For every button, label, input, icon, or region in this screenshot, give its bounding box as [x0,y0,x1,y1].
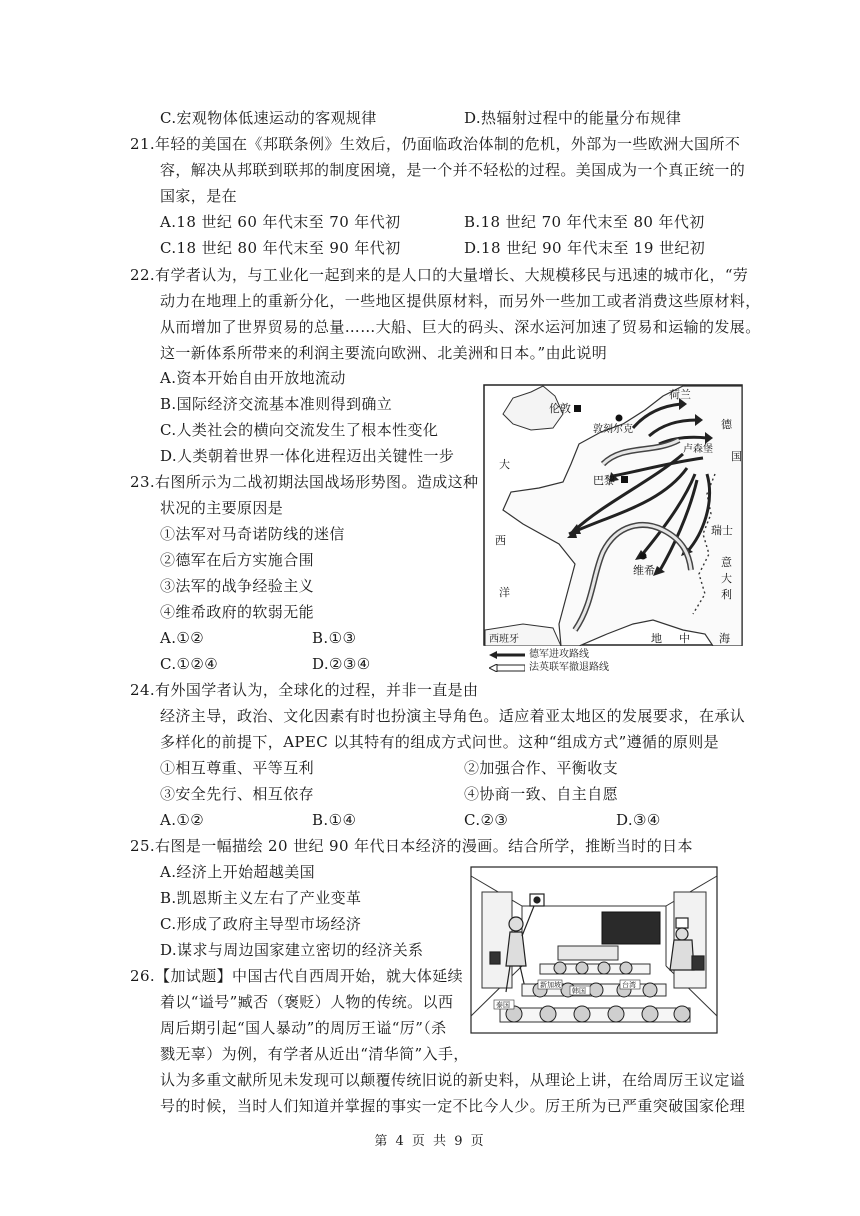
paris-marker [621,476,628,483]
map-label-paris: 巴黎 [593,474,615,487]
cartoon-figure [470,866,718,1034]
map-label-italy-1: 意 [721,556,732,569]
q23-option-a: A.①② [160,629,205,647]
q25-option-d: D.谋求与周边国家建立密切的经济关系 [160,941,424,959]
q24-stem-line2: 经济主导，政治、文化因素有时也扮演主导角色。适应着亚太地区的发展要求，在承认 [160,707,746,725]
q22-stem-line3: 从而增加了世界贸易的总量……大船、巨大的码头、深水运河加速了贸易和运输的发展。 [160,318,761,336]
map-label-vichy: 维希 [633,564,655,577]
q26-stem-line3: 周后期引起“国人暴动”的周厉王谥“厉”（杀 [160,1019,447,1037]
map-label-holland: 荷兰 [669,388,691,401]
q24-item-4: ④协商一致、自主自愿 [464,785,619,803]
legend-german-label: 德军进攻路线 [529,649,589,660]
q23-item-4: ④维希政府的软弱无能 [160,603,315,621]
cartoon-label-thailand: 泰国 [496,1001,510,1009]
cartoon-label-taiwan: 台湾 [622,981,636,989]
q23-item-1: ①法军对马奇诺防线的迷信 [160,525,345,543]
map-label-london: 伦敦 [549,402,571,415]
q22-option-a: A.资本开始自由开放地流动 [160,369,346,387]
solid-arrow-icon [489,651,525,659]
q24-item-3: ③安全先行、相互依存 [160,785,315,803]
hollow-arrow-icon [489,664,525,672]
q23-stem-line1: 23.右图所示为二战初期法国战场形势图。造成这种 [130,473,479,491]
map-label-med-1: 地 [651,632,662,645]
q25-option-a: A.经济上开始超越美国 [160,863,316,881]
q21-stem-line3: 国家，是在 [160,187,238,205]
q25-option-c: C.形成了政府主导型市场经济 [160,915,362,933]
france-battle-map [483,384,743,646]
q23-option-c: C.①②④ [160,655,219,673]
q21-option-d: D.18 世纪 90 年代末至 19 世纪初 [464,239,706,257]
map-label-germany-2: 国 [731,450,742,463]
q26-stem-line6: 号的时候，当时人们知道并掌握的事实一定不比今人少。厉王所为已严重突破国家伦理 [160,1097,746,1115]
q24-option-b: B.①④ [312,811,357,829]
q22-option-c: C.人类社会的横向交流发生了根本性变化 [160,421,439,439]
map-label-atlantic-1: 大 [499,458,510,471]
q26-stem-line5: 认为多重文献所见未发现可以颠覆传统旧说的新史料，从理论上讲，在给周厉王议定谥 [160,1071,746,1089]
map-label-luxembourg: 卢森堡 [683,444,713,455]
q21-option-b: B.18 世纪 70 年代末至 80 年代初 [464,213,705,231]
legend-allied [489,661,609,674]
japan-economy-cartoon [470,866,718,1034]
map-label-med-3: 海 [719,632,730,645]
map-legend [489,648,609,674]
map-label-italy-2: 大 [721,572,732,585]
q21-stem-line1: 21.年轻的美国在《邦联条例》生效后，仍面临政治体制的危机，外部为一些欧洲大国所不 [130,135,741,153]
map-figure [483,384,743,646]
q24-stem-line3: 多样化的前提下，APEC 以其特有的组成方式问世。这种“组成方式”遵循的原则是 [160,733,720,751]
q25-stem: 25.右图是一幅描绘 20 世纪 90 年代日本经济的漫画。结合所学，推断当时的日本 [130,837,693,855]
q23-item-2: ②德军在后方实施合围 [160,551,315,569]
map-label-dunkirk: 敦刻尔克 [593,424,633,435]
vichy-marker [640,553,647,560]
q23-option-b: B.①③ [312,629,357,647]
q20-option-d: D.热辐射过程中的能量分布规律 [464,109,682,127]
map-label-spain: 西班牙 [489,634,519,645]
q24-stem-line1: 24.有外国学者认为，全球化的过程，并非一直是由 [130,681,479,699]
map-label-italy-3: 利 [721,588,732,601]
q21-option-c: C.18 世纪 80 年代末至 90 年代初 [160,239,401,257]
q24-item-1: ①相互尊重、平等互利 [160,759,315,777]
map-label-swiss: 瑞士 [711,524,733,537]
map-label-atlantic-2: 西 [495,534,506,547]
dunkirk-marker [616,415,623,422]
legend-allied-label: 法英联军撤退路线 [529,662,609,673]
map-label-med-2: 中 [679,632,690,645]
legend-german [489,648,609,661]
q26-stem-line1: 26.【加试题】中国古代自西周开始，就大体延续 [130,967,464,985]
q21-option-a: A.18 世纪 60 年代末至 70 年代初 [160,213,401,231]
q24-option-a: A.①② [160,811,205,829]
q25-option-b: B.凯恩斯主义左右了产业变革 [160,889,362,907]
q26-stem-line4: 戮无辜）为例，有学者从近出“清华简”入手， [160,1045,469,1063]
london-marker [574,405,581,412]
q22-stem-line2: 动力在地理上的重新分化，一些地区提供原材料，而另外一些加工或者消费这些原材料， [160,292,761,310]
page-number-footer: 第 4 页 共 9 页 [374,1134,486,1149]
q26-stem-line2: 着以“谥号”臧否（褒贬）人物的传统。以西 [160,993,454,1011]
q23-item-3: ③法军的战争经验主义 [160,577,315,595]
map-label-germany-1: 德 [721,418,732,431]
map-label-atlantic-3: 洋 [499,586,510,599]
q22-stem-line4: 这一新体系所带来的利润主要流向欧洲、北美洲和日本。”由此说明 [160,344,608,362]
q23-option-d: D.②③④ [312,655,371,673]
q24-option-d: D.③④ [616,811,661,829]
q22-stem-line1: 22.有学者认为，与工业化一起到来的是人口的大量增长、大规模移民与迅速的城市化，“劳 [130,266,749,284]
q24-option-c: C.②③ [464,811,509,829]
q22-option-d: D.人类朝着世界一体化进程迈出关键性一步 [160,447,455,465]
q24-item-2: ②加强合作、平衡收支 [464,759,619,777]
q20-option-c: C.宏观物体低速运动的客观规律 [160,109,377,127]
q23-stem-line2: 状况的主要原因是 [160,499,284,517]
q21-stem-line2: 容，解决从邦联到联邦的制度困境，是一个并不轻松的过程。美国成为一个真正统一的 [160,161,746,179]
cartoon-label-korea: 韩国 [572,987,586,995]
q22-option-b: B.国际经济交流基本准则得到确立 [160,395,393,413]
cartoon-label-singapore: 新加坡 [540,981,561,989]
